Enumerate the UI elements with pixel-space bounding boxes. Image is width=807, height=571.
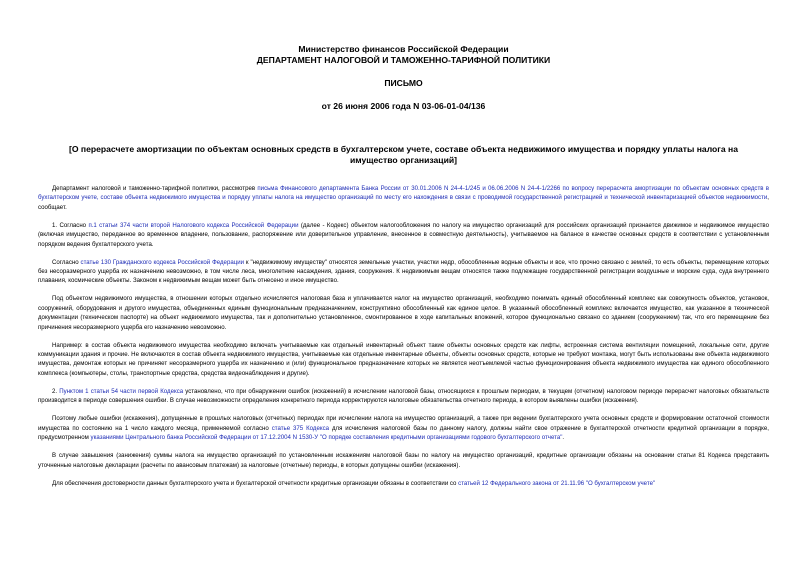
link-civil-code-130[interactable]: статье 130 Гражданского кодекса Российской Федерации: [80, 258, 245, 266]
link-tax-code-54[interactable]: Пунктом 1 статьи 54 части первой Кодекса: [59, 387, 184, 395]
link-bank-letters[interactable]: письма Финансового департамента Банка России от 30.01.2006 N 24-4-1/245 и: [257, 185, 486, 192]
department-name: ДЕПАРТАМЕНТ НАЛОГОВОЙ И ТАМОЖЕННО-ТАРИФНОЙ ПОЛИТИКИ: [256, 55, 551, 65]
document-subject: [О перерасчете амортизации по объектам основных средств в бухгалтерском учете, составе объекта недвижимого имущества и порядку уплаты налога на имущество организаций]: [68, 144, 739, 165]
link-accounting-law-12[interactable]: статьей 12 Федерального закона от 21.11.96 "О бухгалтерском учете": [458, 479, 656, 487]
paragraph-2: 2. Пунктом 1 статьи 54 части первой Кодекса установлено, что при обнаружении ошибок (искажений) в исчислении налоговой базы, относящихся к прошлым периодам, в текущем (отчетном) налоговом периоде перерасчет налоговых обязательств производится в периоде совершения ошибки. В случае невозможности определения конкретного периода корректируются налоговые обязательства отчетного периода, в котором выявлены ошибки (искажения).: [38, 387, 769, 405]
link-tax-code-374[interactable]: п.1 статьи 374 части второй Налогового кодекса Российской Федерации: [88, 221, 299, 229]
document-date-number: от 26 июня 2006 года N 03-06-01-04/136: [321, 101, 486, 111]
link-bank-letter-2[interactable]: 06.06.2006 N 24-4-1/2266 по вопросу перерасчета амортизации по объектам основных средств в бухгалтерском учете, составе объекта недвижимого имущества и порядку уплаты налога на имущество организаций по месту его нахождения в связи с проводимой государственной регистрацией и технической инвентаризацией объектов недвижимости: [38, 185, 769, 202]
paragraph-real-estate-object: Под объектом недвижимого имущества, в отношении которых отдельно исчисляется налоговая база и уплачивается налог на имущество организаций, необходимо понимать единый обособленный комплекс как совокупность объектов, установок, сооружений, оборудования и другого имущества, объединенных единым функциональным предназначением, конструктивно обособленный как единое целое. В указанный обособленный комплекс включается имущество, как указанное в технической документации (техническом паспорте) на объект недвижимого имущества, так и дополнительно установленное, смонтированное в ходе капитальных вложений, которое функционально связано со зданием (сооружением) так, что его перемещение без причинения несоразмерного ущерба его назначению невозможно.: [38, 295, 769, 331]
link-cbr-instruction[interactable]: указаниями Центрального банка Российской Федерации от 17.12.2004 N 1530-У "О порядке составления кредитными организациями годового бухгалтерского отчета": [90, 434, 563, 442]
paragraph-overstatement: В случае завышения (занижения) суммы налога на имущество организаций по установленным искажениям налоговой базы по налогу на имущество организаций, кредитные организации обязаны на основании статьи 81 Кодекса представить уточненные налоговые декларации (расчеты по авансовым платежам) за налоговые (отчетные) периоды, в которых допущены ошибки (искажения).: [38, 452, 769, 469]
link-tax-code-375[interactable]: статье 375 Кодекса: [271, 424, 330, 432]
paragraph-civil-code: Согласно статье 130 Гражданского кодекса Российской Федерации к "недвижимому имуществу" относятся земельные участки, участки недр, обособленные водные объекты и все, что прочно связано с землей, то есть объекты, перемещение которых без несоразмерного ущерба их назначению невозможно, в том числе леса, многолетние насаждения, здания, сооружения. К недвижимым вещам относятся также подлежащие государственной регистрации воздушные и морские суда, суда внутреннего плавания, космические объекты. Законом к недвижимым вещам может быть отнесено и иное имущество.: [38, 258, 769, 285]
paragraph-example: Например: в состав объекта недвижимого имущества необходимо включать учитываемые как отдельный инвентарный объект такие объекты основных средств как лифты, встроенная система вентиляции помещений, локальные сети, другие коммуникации здания и прочие. Не включаются в состав объекта недвижимого имущества, учитываемые как отдельные инвентарные объекты, объекты основных средств, которые не требуют монтажа, могут быть использованы вне объекта недвижимого имущества, демонтаж которых не причиняет несоразмерного ущерба их назначению и (или) функциональное предназначение которых не является неотъемлемой частью функционирования объекта недвижимого имущества как единого обособленного комплекса (компьютеры, столы, транспортные средства, средства видеонаблюдения и другие).: [38, 341, 769, 377]
ministry-name: Министерство финансов Российской Федерации: [298, 44, 509, 54]
paragraph-errors: Поэтому любые ошибки (искажения), допущенные в прошлых налоговых (отчетных) периодах при исчислении налога на имущество организаций, а также при ведении бухгалтерского учета основных средств и формировании остаточной стоимости имущества по состоянию на 1 число каждого месяца, применяемой согласно статье 375 Кодекса для исчисления налоговой базы по данному налогу, должны найти свое отражение в бухгалтерской отчетности кредитной организации в порядке, предусмотренном указаниями Центрального банка Российской Федерации от 17.12.2004 N 1530-У "О порядке составления кредитными организациями годового бухгалтерского отчета".: [38, 415, 769, 442]
document-type: ПИСЬМО: [384, 78, 423, 88]
paragraph-accuracy: Для обеспечения достоверности данных бухгалтерского учета и бухгалтерской отчетности кредитные организации обязаны в соответствии со статьей 12 Федерального закона от 21.11.96 "О бухгалтерском учете": [52, 479, 656, 487]
paragraph-1: 1. Согласно п.1 статьи 374 части второй Налогового кодекса Российской Федерации (далее - Кодекс) объектом налогообложения по налогу на имущество организаций для российских организаций признается движимое и недвижимое имущество (включая имущество, переданное во временное владение, пользование, распоряжение или доверительное управление, внесенное в совместную деятельность), учитываемое на балансе в качестве основных средств в соответствии с установленным порядком ведения бухгалтерского учета.: [38, 221, 769, 248]
paragraph-intro: Департамент налоговой и таможенно-тарифной политики, рассмотрев письма Финансового департамента Банка России от 30.01.2006 N 24-4-1/245 и 06.06.2006 N 24-4-1/2266 по вопросу перерасчета амортизации по объектам основных средств в бухгалтерском учете, составе объекта недвижимого имущества и порядку уплаты налога на имущество организаций по месту его нахождения в связи с проводимой государственной регистрацией и технической инвентаризацией объектов недвижимости, сообщает.: [38, 185, 769, 211]
